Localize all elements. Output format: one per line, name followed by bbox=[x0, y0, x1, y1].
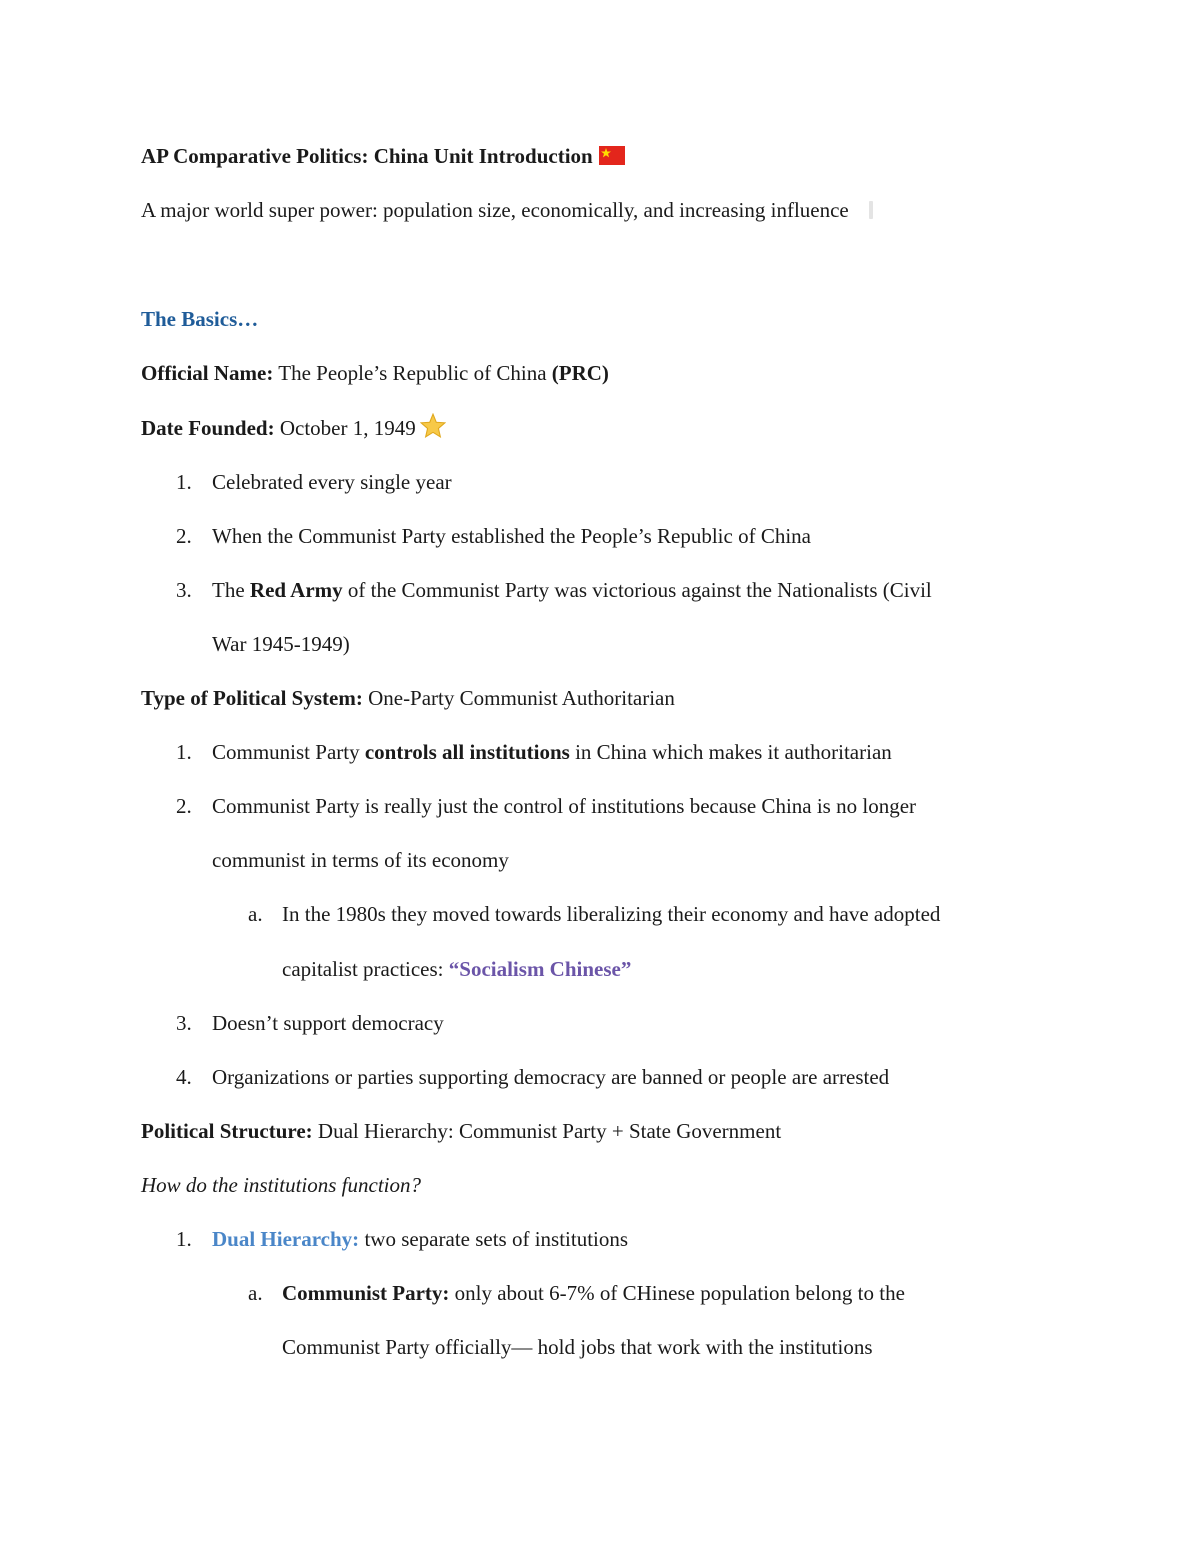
political-structure-line: Political Structure: Dual Hierarchy: Communist Party + State Government bbox=[141, 1119, 782, 1143]
star-icon bbox=[420, 413, 446, 445]
date-founded-line: Date Founded: October 1, 1949 bbox=[141, 413, 446, 445]
socialism-chinese-highlight: “Socialism Chinese” bbox=[448, 957, 632, 981]
dual-hierarchy-highlight: Dual Hierarchy: bbox=[212, 1227, 360, 1251]
document-title: AP Comparative Politics: China Unit Introduction bbox=[141, 142, 625, 170]
exclamation-icon bbox=[869, 201, 873, 219]
document-subtitle: A major world super power: population size, economically, and increasing influence bbox=[141, 196, 873, 224]
section-heading-basics: The Basics… bbox=[141, 307, 259, 331]
official-name-line: Official Name: The People’s Republic of China (PRC) bbox=[141, 361, 609, 385]
china-flag-icon bbox=[599, 146, 625, 165]
political-system-line: Type of Political System: One-Party Communist Authoritarian bbox=[141, 686, 675, 710]
institutions-question: How do the institutions function? bbox=[141, 1173, 422, 1197]
